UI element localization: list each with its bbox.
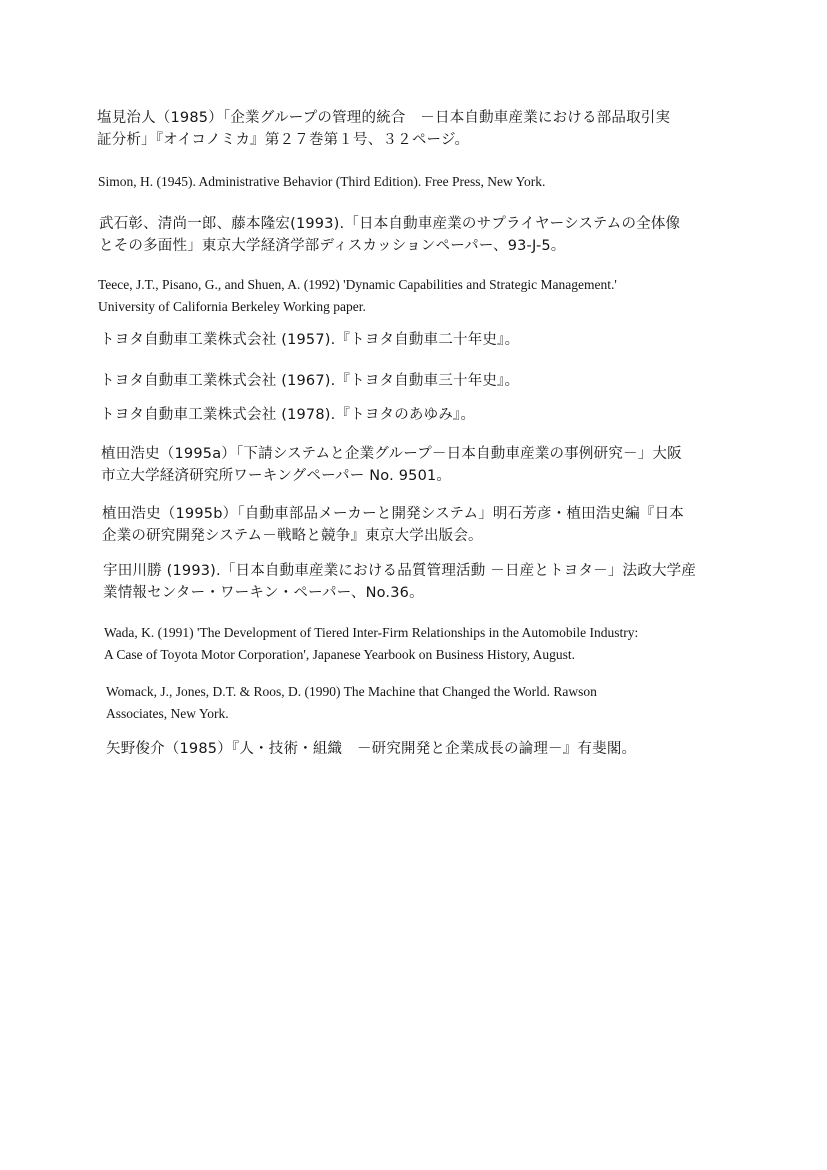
reference-line: 矢野俊介（1985）『人・技術・組織 －研究開発と企業成長の論理－』有斐閣。 [106, 741, 637, 757]
reference-line: トヨタ自動車工業株式会社 (1967).『トヨタ自動車三十年史』。 [100, 373, 520, 389]
reference-line: University of California Berkeley Working paper. [98, 299, 366, 314]
reference-entry [100, 329, 519, 351]
reference-line: とその多面性」東京大学経済学部ディスカッションペーパー、93-J-5。 [99, 238, 566, 254]
reference-entry [99, 213, 680, 257]
reference-entry [100, 404, 475, 426]
reference-line: トヨタ自動車工業株式会社 (1978).『トヨタのあゆみ』。 [100, 407, 476, 423]
reference-line: 業情報センター・ワーキン・ペーパー、No.36。 [103, 585, 424, 601]
reference-line: Simon, H. (1945). Administrative Behavior (Third Edition). Free Press, New York. [98, 174, 546, 189]
reference-line: Wada, K. (1991) 'The Development of Tiered Inter-Firm Relationships in the Automobile Industry: [104, 625, 639, 640]
reference-entry [104, 622, 638, 666]
reference-line: Teece, J.T., Pisano, G., and Shuen, A. (1992) 'Dynamic Capabilities and Strategic Management.' [98, 277, 617, 292]
reference-line: 証分析」『オイコノミカ』第２７巻第１号、３２ページ。 [97, 132, 470, 148]
reference-line: トヨタ自動車工業株式会社 (1957).『トヨタ自動車二十年史』。 [100, 332, 520, 348]
reference-line: Associates, New York. [106, 706, 229, 721]
reference-entry [97, 107, 670, 151]
reference-entry [102, 503, 684, 547]
reference-line: 植田浩史（1995a）「下請システムと企業グループ－日本自動車産業の事例研究－」大阪 [101, 446, 682, 462]
reference-entry [98, 274, 617, 318]
reference-entry [100, 370, 519, 392]
reference-line: 植田浩史（1995b）「自動車部品メーカーと開発システム」明石芳彦・植田浩史編『日本 [102, 506, 685, 522]
reference-line: 塩見治人（1985）「企業グループの管理的統合 －日本自動車産業における部品取引実 [97, 110, 671, 126]
reference-entry [106, 738, 636, 760]
reference-line: Womack, J., Jones, D.T. & Roos, D. (1990) The Machine that Changed the World. Rawson [106, 684, 597, 699]
reference-entry [106, 681, 597, 725]
reference-entry [101, 443, 682, 487]
reference-line: 宇田川勝 (1993).「日本自動車産業における品質管理活動 －日産とトヨタ－」法政大学産 [103, 563, 697, 579]
reference-line: 市立大学経済研究所ワーキングペーパー No. 9501。 [101, 468, 452, 484]
reference-entry [98, 171, 545, 193]
reference-line: A Case of Toyota Motor Corporation', Japanese Yearbook on Business History, August. [104, 647, 575, 662]
reference-line: 武石彰、清尚一郎、藤本隆宏(1993).「日本自動車産業のサプライヤーシステムの全体像 [99, 216, 681, 232]
reference-line: 企業の研究開発システム－戦略と競争』東京大学出版会。 [102, 528, 483, 544]
reference-entry [103, 560, 696, 604]
